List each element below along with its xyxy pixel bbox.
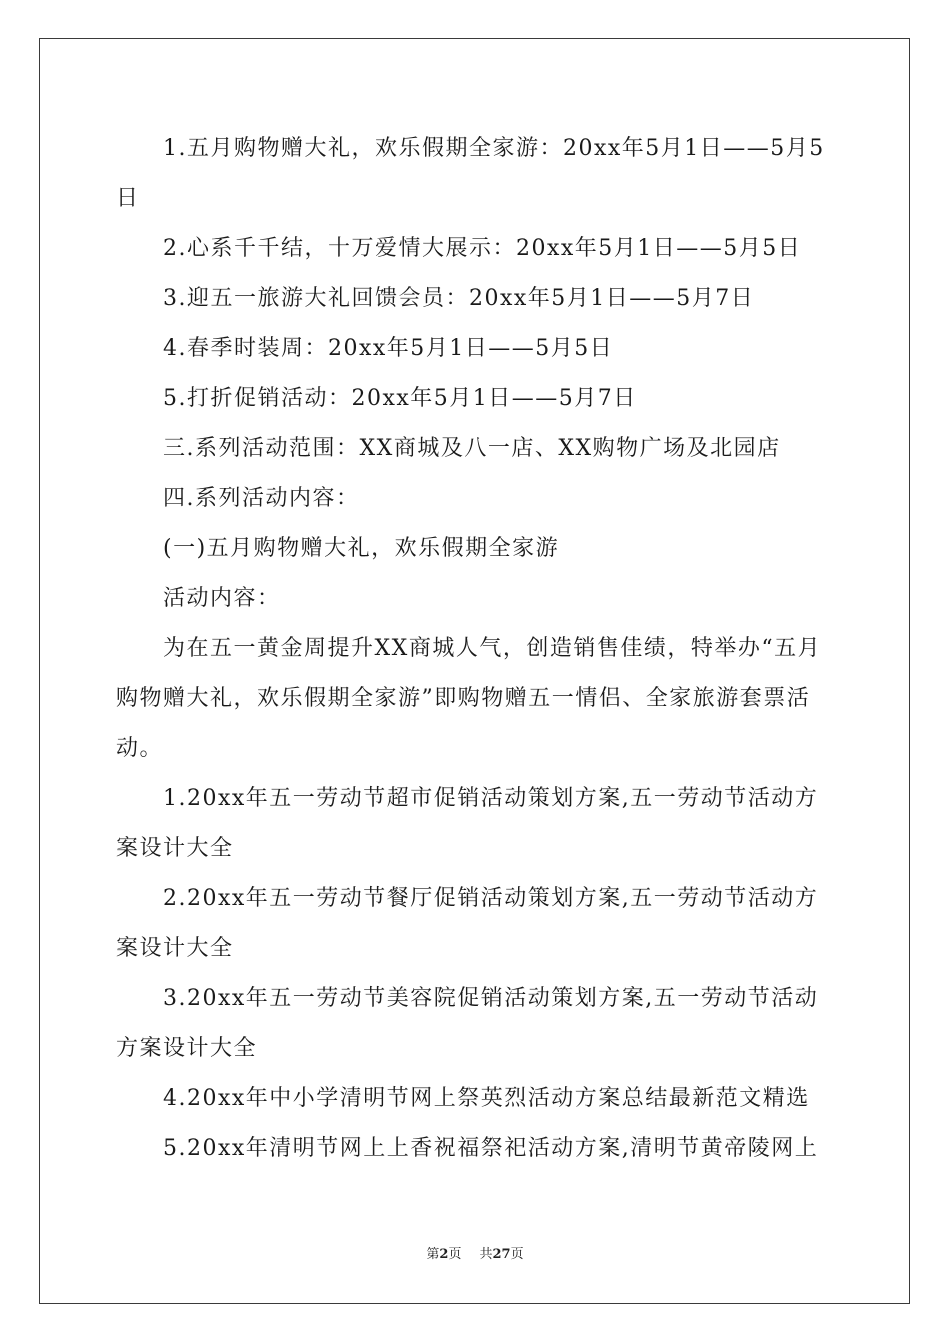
paragraph-6: 三.系列活动范围：XX商城及八一店、XX购物广场及北园店 xyxy=(163,436,781,461)
total-prefix: 共 xyxy=(479,1247,493,1262)
paragraph-9: 活动内容： xyxy=(163,586,281,611)
page-current: 2 xyxy=(439,1247,449,1262)
paragraph-8: (一)五月购物赠大礼，欢乐假期全家游 xyxy=(163,536,560,561)
total-suffix: 页 xyxy=(510,1247,524,1262)
document-body xyxy=(116,124,834,1174)
paragraph-5: 5.打折促销活动：20xx年5月1日——5月7日 xyxy=(163,386,637,411)
paragraph-10: 为在五一黄金周提升XX商城人气，创造销售佳绩，特举办“五月购物赠大礼，欢乐假期全家游”即购物赠五一情侣、全家旅游套票活动。 xyxy=(116,636,822,761)
page-total: 27 xyxy=(492,1247,511,1262)
page-suffix: 页 xyxy=(448,1247,462,1262)
paragraph-2: 2.心系千千结，十万爱情大展示：20xx年5月1日——5月5日 xyxy=(163,236,802,261)
paragraph-4: 4.春季时装周：20xx年5月1日——5月5日 xyxy=(163,336,614,361)
paragraph-7: 四.系列活动内容： xyxy=(163,486,360,511)
paragraph-12: 2.20xx年五一劳动节餐厅促销活动策划方案,五一劳动节活动方案设计大全 xyxy=(116,886,819,961)
paragraph-3: 3.迎五一旅游大礼回馈会员：20xx年5月1日——5月7日 xyxy=(163,286,755,311)
page-footer xyxy=(0,1246,950,1264)
paragraph-13: 3.20xx年五一劳动节美容院促销活动策划方案,五一劳动节活动方案设计大全 xyxy=(116,986,819,1061)
paragraph-14: 4.20xx年中小学清明节网上祭英烈活动方案总结最新范文精选 xyxy=(163,1086,810,1111)
paragraph-11: 1.20xx年五一劳动节超市促销活动策划方案,五一劳动节活动方案设计大全 xyxy=(116,786,819,861)
page-prefix: 第 xyxy=(426,1247,440,1262)
paragraph-1: 1.五月购物赠大礼，欢乐假期全家游：20xx年5月1日——5月5日 xyxy=(116,136,825,211)
paragraph-15: 5.20xx年清明节网上上香祝福祭祀活动方案,清明节黄帝陵网上 xyxy=(163,1136,819,1161)
